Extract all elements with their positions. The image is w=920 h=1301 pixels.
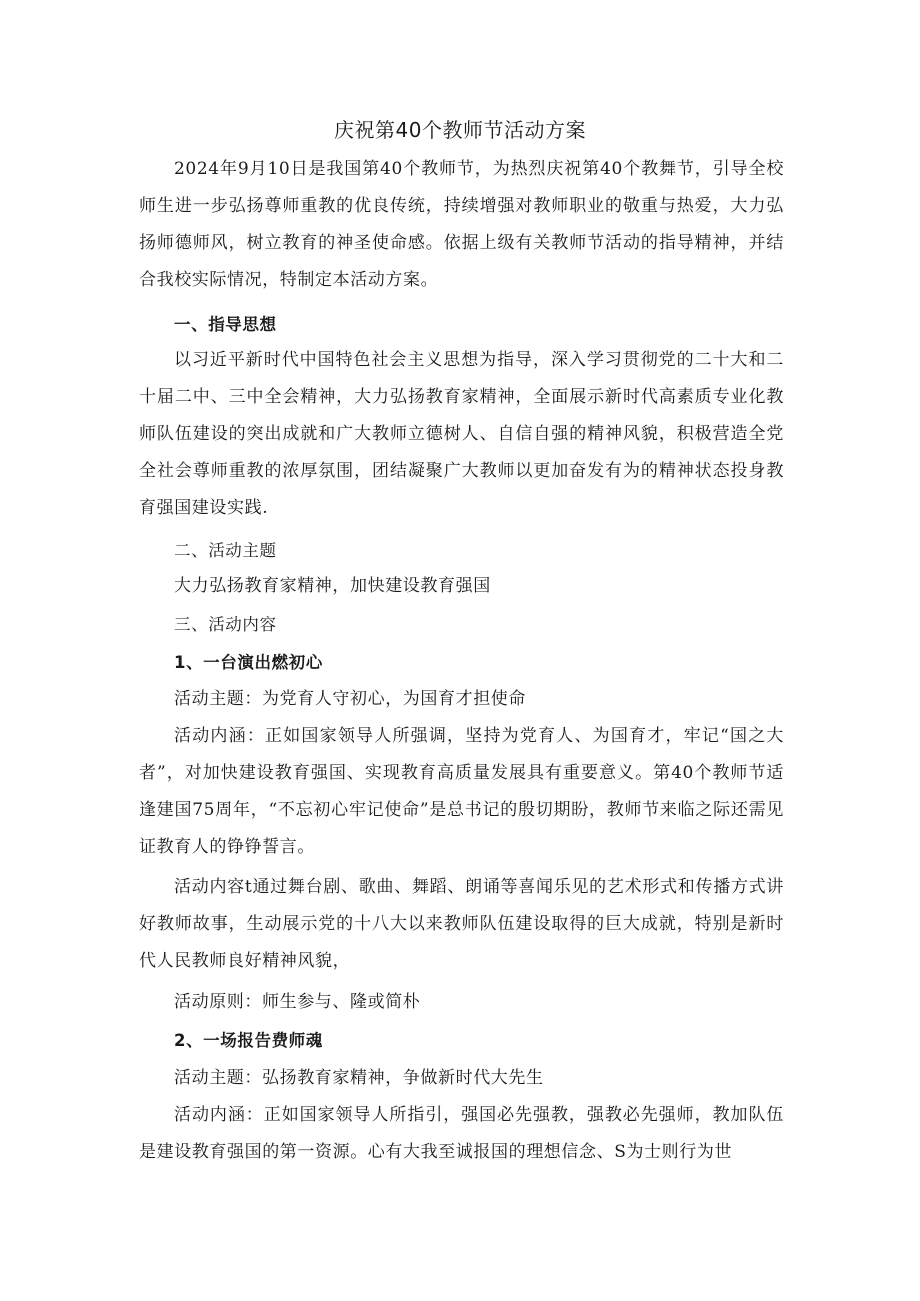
item1-principle: 活动原则：师生参与、隆或简朴 (174, 992, 421, 1012)
guiding-ideology-paragraph: 以习近平新时代中国特色社会主义思想为指导，深入学习贯彻党的二十大和二十届二中、三中全会精神，大力弘扬教育家精神，全面展示新时代高素质专业化教师队伍建设的突出成就和广大教师立德树人、自信自强的精神风貌，积极营造全党全社会尊师重教的浓厚氛围，团结凝聚广大教师以更加奋发有为的精神状态投身教育强国建设实践. (139, 350, 784, 518)
item1-connotation: 活动内涵：正如国家领导人所强调，坚持为党育人、为国育才，牢记“国之大者”，对加快建设教育强国、实现教育高质量发展具有重要意义。第40个教师节适逢建国75周年，“不忘初心牢记使命”是总书记的殷切期盼，教师节来临之际还需见证教育人的铮铮誓言。 (139, 726, 784, 857)
item2-theme: 活动主题：弘扬教育家精神，争做新时代大先生 (174, 1068, 544, 1088)
activity-theme-paragraph: 大力弘扬教育家精神，加快建设教育强国 (174, 576, 491, 596)
item-heading-report: 2、一场报告费师魂 (174, 1031, 323, 1050)
item1-content: 活动内容t通过舞台剧、歌曲、舞蹈、朗诵等喜闻乐见的艺术形式和传播方式讲好教师故事，生动展示党的十八大以来教师队伍建设取得的巨大成就，特别是新时代人民教师良好精神风貌， (139, 877, 784, 971)
section-heading-activity-theme: 二、活动主题 (174, 541, 277, 560)
item2-connotation: 活动内涵：正如国家领导人所指引，强国必先强教，强教必先强师，教加队伍是建设教育强国的第一资源。心有大我至诚报国的理想信念、S为士则行为世 (139, 1105, 784, 1162)
document-title: 庆祝第40个教师节活动方案 (334, 118, 586, 142)
section-heading-activity-content: 三、活动内容 (174, 615, 277, 634)
item-heading-performance: 1、一台演出燃初心 (174, 653, 323, 672)
intro-paragraph: 2024年9月10日是我国第40个教师节，为热烈庆祝第40个教舞节，引导全校师生进一步弘扬尊师重教的优良传统，持续增强对教师职业的敬重与热爱，大力弘扬师德师风，树立教育的神圣使命感。依据上级有关教师节活动的指导精神，并结合我校实际情况，特制定本活动方案。 (139, 159, 784, 290)
section-heading-guiding-ideology: 一、指导思想 (174, 315, 277, 334)
item1-theme: 活动主题：为党育人守初心，为国育才担使命 (174, 689, 526, 709)
